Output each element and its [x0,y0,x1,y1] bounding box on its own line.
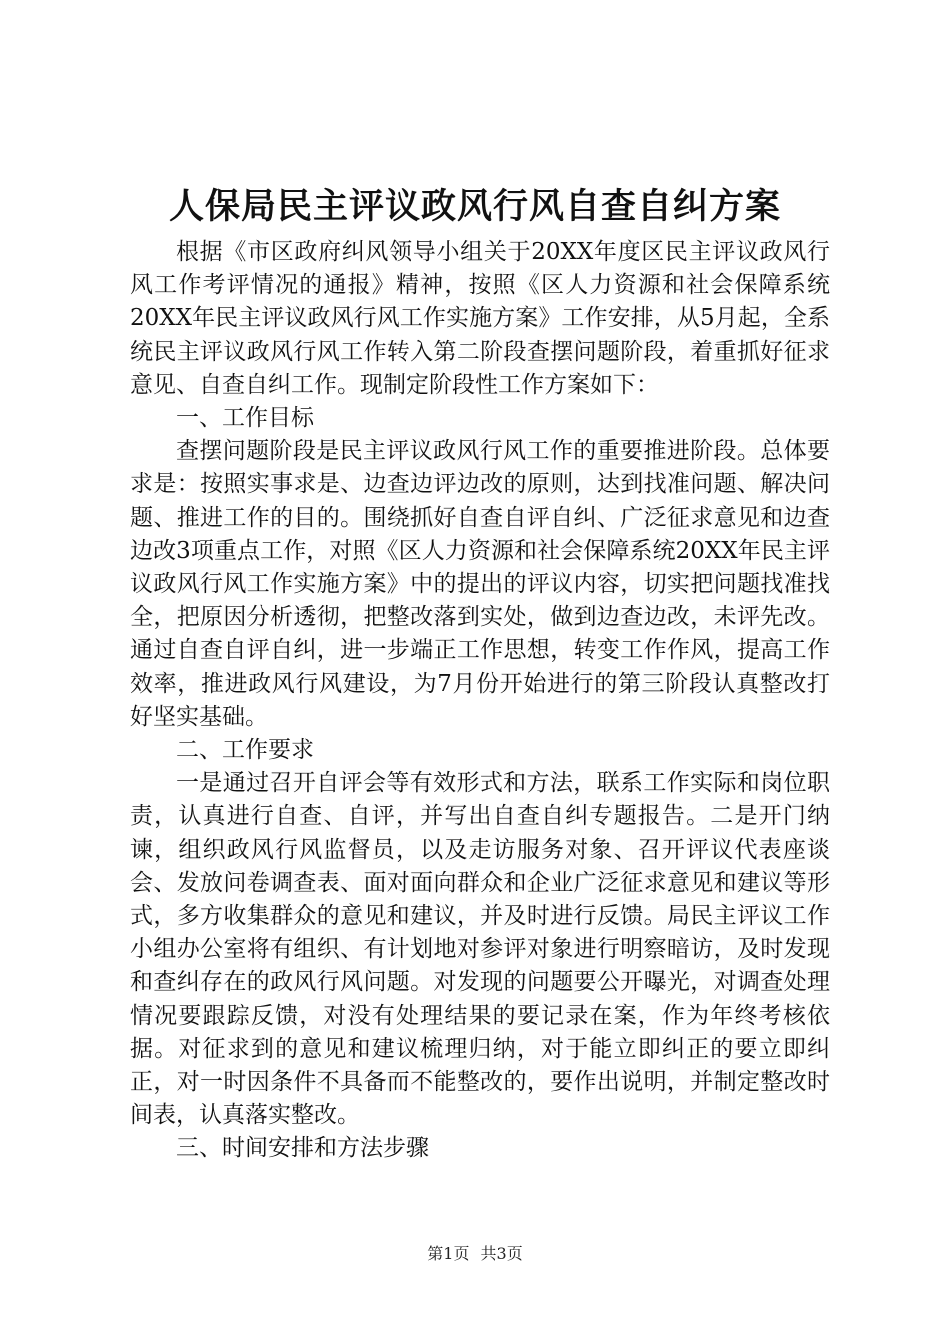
document-body [130,236,830,1166]
intro-paragraph: 根据《市区政府纠风领导小组关于20XX年度区民主评议政风行风工作考评情况的通报》精神，按照《区人力资源和社会保障系统20XX年民主评议政风行风工作实施方案》工作安排，从5月起，全系统民主评议政风行风工作转入第二阶段查摆问题阶段，着重抓好征求意见、自查自纠工作。现制定阶段性工作方案如下： [130,239,830,398]
page-footer [0,1243,950,1265]
section-heading-schedule: 三、时间安排和方法步骤 [176,1135,429,1162]
page-number: 第1页 [427,1244,470,1263]
document-title: 人保局民主评议政风行风自查自纠方案 [168,186,781,227]
section-heading-goals: 一、工作目标 [176,405,314,432]
goals-paragraph: 查摆问题阶段是民主评议政风行风工作的重要推进阶段。总体要求是：按照实事求是、边查边评边改的原则，达到找准问题、解决问题、推进工作的目的。围绕抓好自查自评自纠、广泛征求意见和边查边改3项重点工作，对照《区人力资源和社会保障系统20XX年民主评议政风行风工作实施方案》中的提出的评议内容，切实把问题找准找全，把原因分析透彻，把整改落到实处，做到边查边改，未评先改。通过自查自评自纠，进一步端正工作思想，转变工作作风，提高工作效率，推进政风行风建设，为7月份开始进行的第三阶段认真整改打好坚实基础。 [130,438,830,730]
requirements-paragraph: 一是通过召开自评会等有效形式和方法，联系工作实际和岗位职责，认真进行自查、自评，并写出自查自纠专题报告。二是开门纳谏，组织政风行风监督员，以及走访服务对象、召开评议代表座谈会、发放问卷调查表、面对面向群众和企业广泛征求意见和建议等形式，多方收集群众的意见和建议，并及时进行反馈。局民主评议工作小组办公室将有组织、有计划地对参评对象进行明察暗访，及时发现和查纠存在的政风行风问题。对发现的问题要公开曝光，对调查处理情况要跟踪反馈，对没有处理结果的要记录在案，作为年终考核依据。对征求到的意见和建议梳理归纳，对于能立即纠正的要立即纠正，对一时因条件不具备而不能整改的，要作出说明，并制定整改时间表，认真落实整改。 [130,770,830,1129]
page-total: 共3页 [480,1244,523,1263]
section-heading-requirements: 二、工作要求 [176,737,314,764]
